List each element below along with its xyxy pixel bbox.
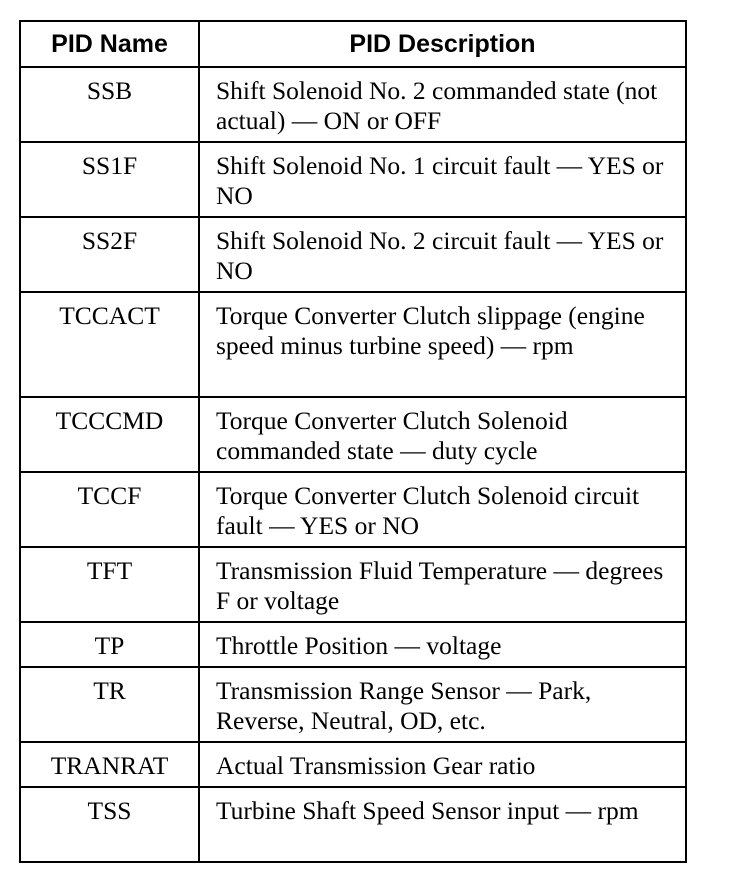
pid-description-cell: Torque Converter Clutch Solenoid circuit fault — YES or NO: [199, 472, 686, 547]
header-pid-name: PID Name: [20, 21, 199, 67]
table-row: [20, 787, 686, 862]
header-row: [20, 21, 686, 67]
table-row: [20, 142, 686, 217]
pid-name-cell: TP: [20, 622, 199, 667]
pid-description-cell: Transmission Range Sensor — Park, Reverse, Neutral, OD, etc.: [199, 667, 686, 742]
pid-name-cell: SS2F: [20, 217, 199, 292]
pid-name-cell: SSB: [20, 67, 199, 142]
pid-name-cell: TFT: [20, 547, 199, 622]
pid-description-cell: Torque Converter Clutch slippage (engine speed minus turbine speed) — rpm: [199, 292, 686, 397]
pid-name-cell: TR: [20, 667, 199, 742]
pid-description-cell: Shift Solenoid No. 2 commanded state (not actual) — ON or OFF: [199, 67, 686, 142]
pid-name-cell: TCCACT: [20, 292, 199, 397]
table-row: [20, 472, 686, 547]
table-row: [20, 622, 686, 667]
pid-name-cell: TSS: [20, 787, 199, 862]
table-row: [20, 292, 686, 397]
pid-description-cell: Torque Converter Clutch Solenoid commanded state — duty cycle: [199, 397, 686, 472]
table-row: [20, 67, 686, 142]
table-row: [20, 667, 686, 742]
pid-table: [19, 20, 687, 863]
pid-description-cell: Throttle Position — voltage: [199, 622, 686, 667]
table-row: [20, 547, 686, 622]
table-row: [20, 742, 686, 787]
pid-name-cell: TRANRAT: [20, 742, 199, 787]
pid-name-cell: TCCF: [20, 472, 199, 547]
pid-description-cell: Turbine Shaft Speed Sensor input — rpm: [199, 787, 686, 862]
pid-name-cell: TCCCMD: [20, 397, 199, 472]
pid-description-cell: Shift Solenoid No. 2 circuit fault — YES or NO: [199, 217, 686, 292]
pid-description-cell: Transmission Fluid Temperature — degrees F or voltage: [199, 547, 686, 622]
table-row: [20, 397, 686, 472]
table-row: [20, 217, 686, 292]
pid-name-cell: SS1F: [20, 142, 199, 217]
header-pid-description: PID Description: [199, 21, 686, 67]
pid-description-cell: Shift Solenoid No. 1 circuit fault — YES or NO: [199, 142, 686, 217]
pid-description-cell: Actual Transmission Gear ratio: [199, 742, 686, 787]
